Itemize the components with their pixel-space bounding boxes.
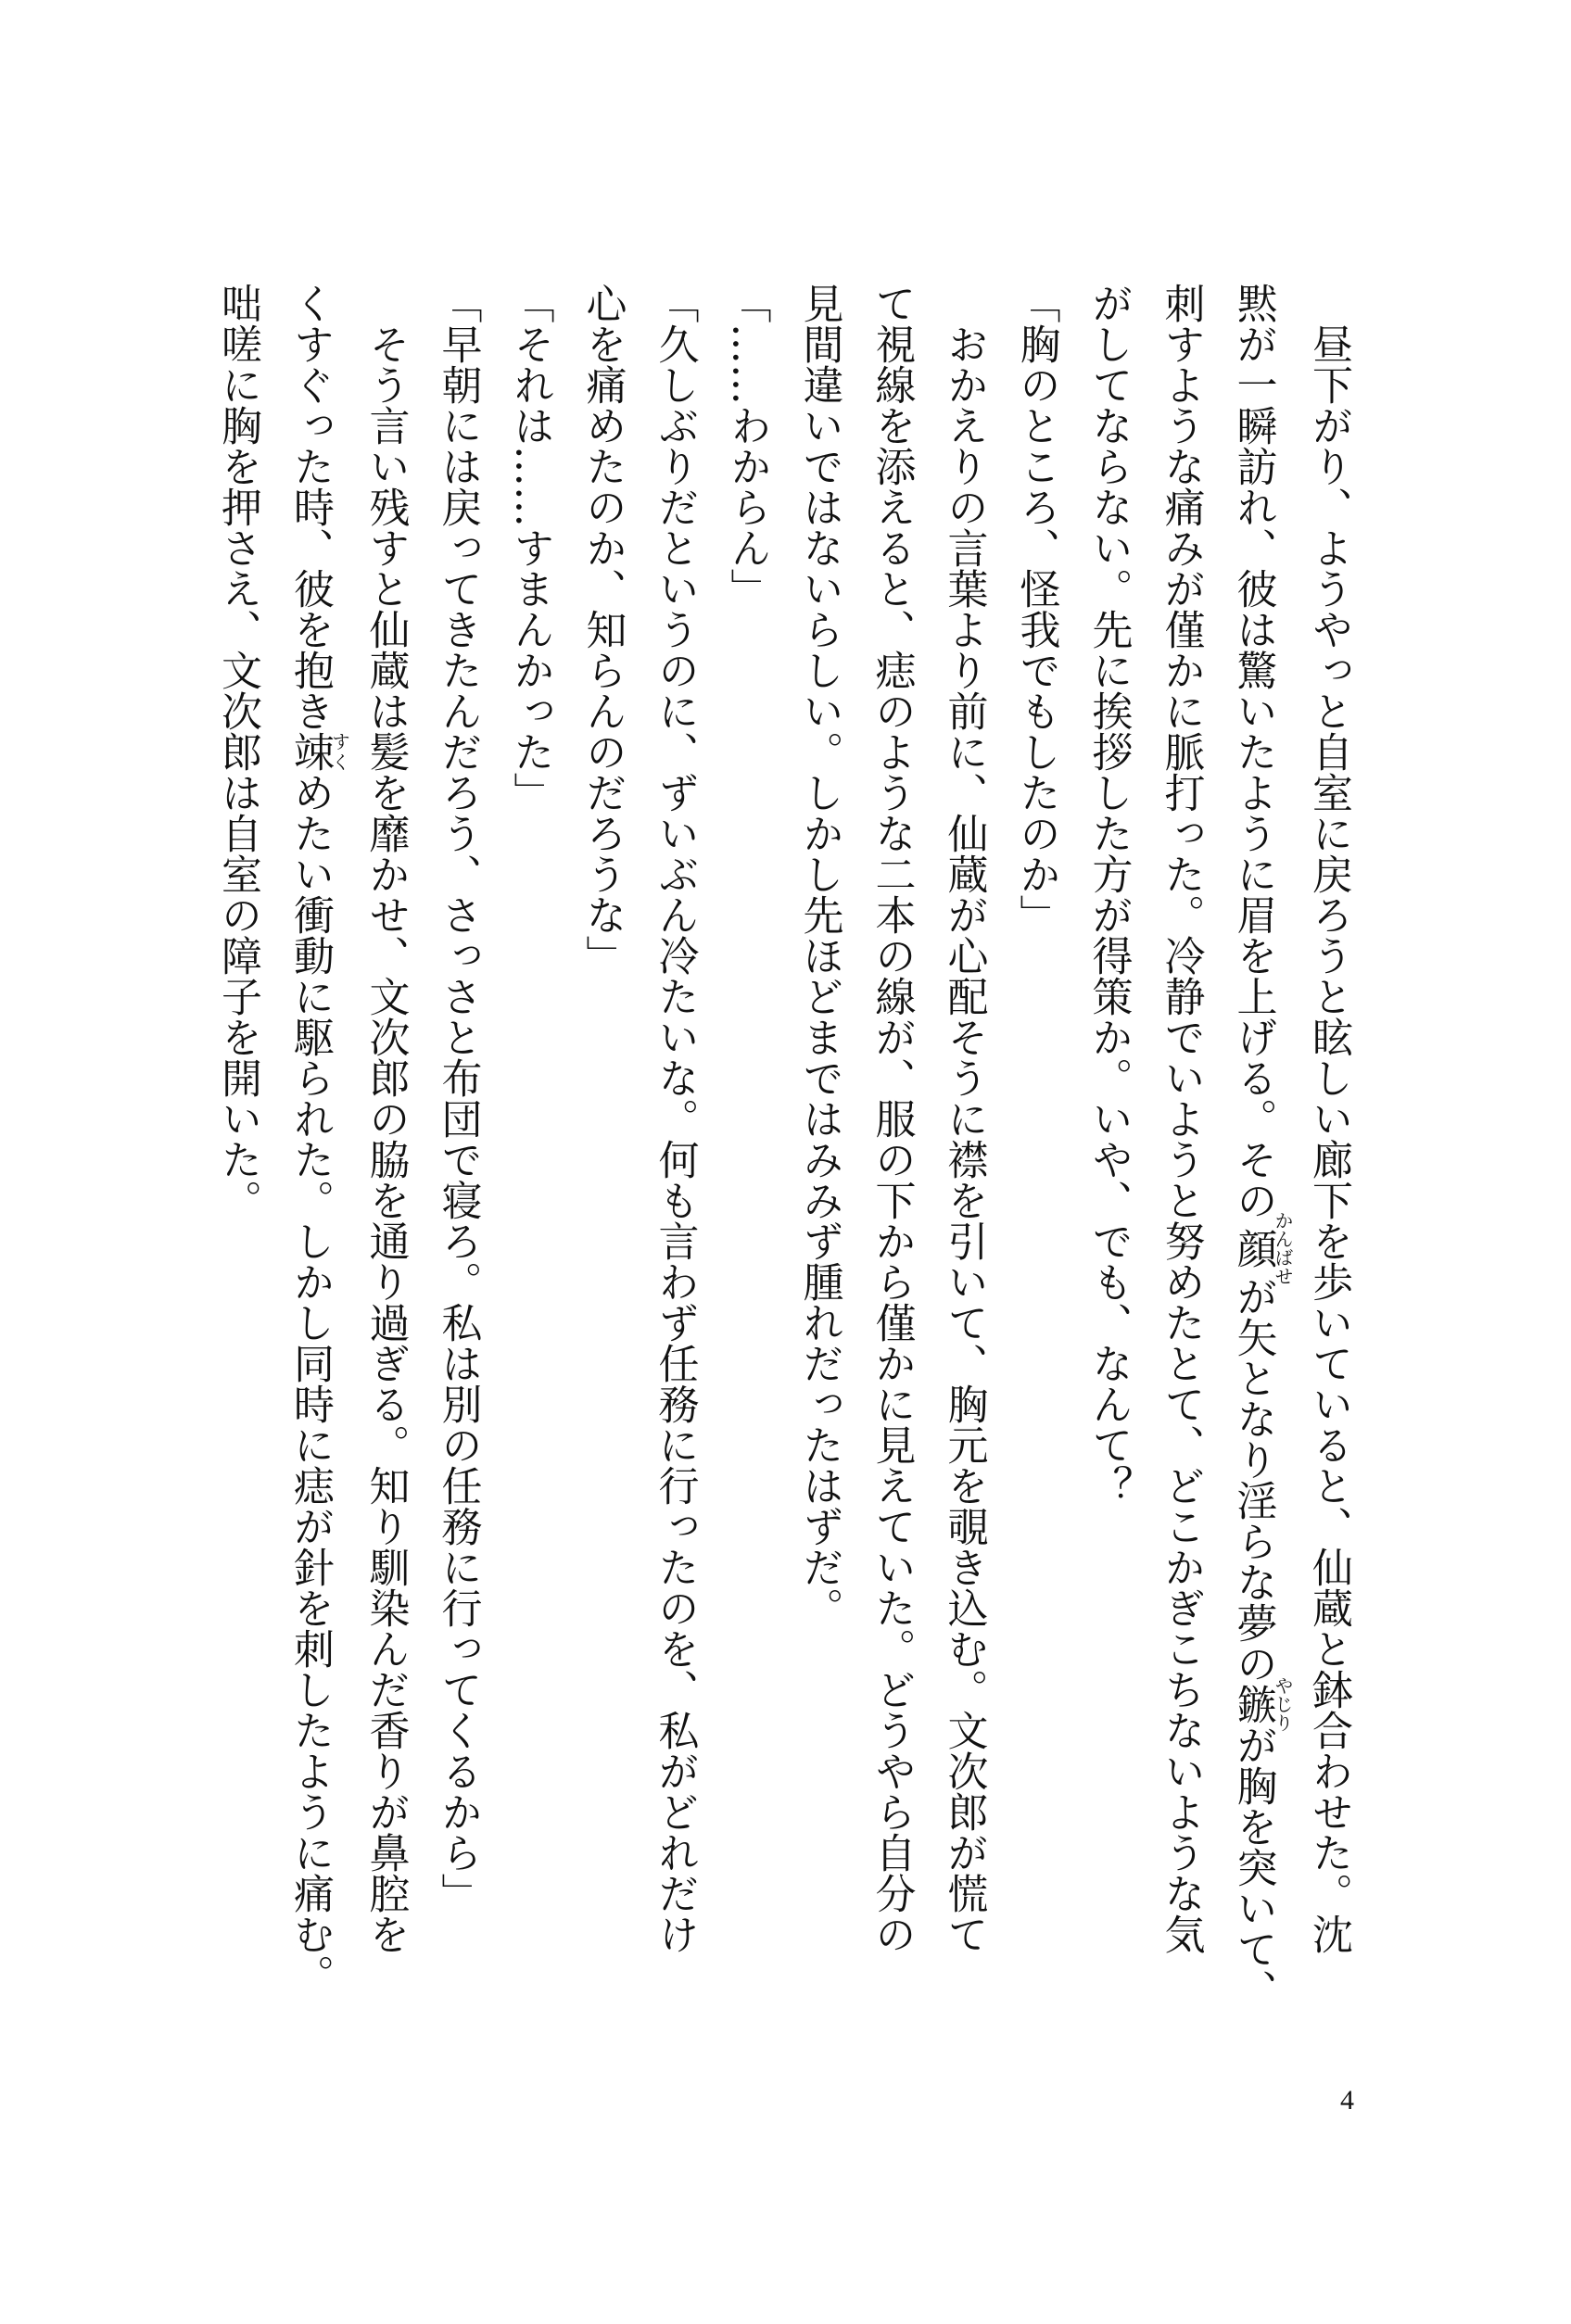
text-line	[566, 283, 639, 1969]
text-line	[1217, 283, 1294, 2010]
text-segment: 「早朝には戻ってきたんだろう、さっさと布団で寝ろ。私は別の任務に行ってくるから」	[434, 283, 482, 1914]
ruby-base: 鏃	[1229, 1676, 1277, 1732]
text-line	[349, 283, 422, 1969]
ruby-annotation	[1229, 1211, 1294, 1285]
text-line	[1072, 283, 1145, 1969]
text-segment: 「胸のところ、怪我でもしたのか」	[1012, 283, 1060, 935]
text-segment: くすぐった時、彼を抱き	[286, 283, 334, 731]
ruby-annotation	[1229, 1676, 1294, 1732]
text-segment: が胸を突いて、	[1229, 1724, 1277, 2010]
text-segment: て視線を添えると、痣のような二本の線が、服の下から僅かに見えていた。どうやら自分の	[868, 283, 916, 1954]
vertical-text-body	[208, 283, 1364, 2010]
text-segment: おかえりの言葉より前に、仙蔵が心配そうに襟を引いて、胸元を覗き込む。文次郎が慌て	[940, 283, 988, 1954]
ruby-annotation	[286, 731, 351, 772]
ruby-reading: かんばせ	[1272, 1211, 1294, 1285]
ruby-reading: すく	[328, 731, 351, 772]
text-line	[273, 283, 351, 1995]
text-line	[1000, 283, 1072, 1969]
text-segment: 刺すような痛みが僅かに脈打った。冷静でいようと努めたとて、どこかぎこちないような気	[1157, 283, 1205, 1954]
page-number: 4	[1340, 2085, 1354, 2116]
text-line	[1145, 283, 1217, 1969]
text-line	[855, 283, 928, 1969]
text-line	[639, 283, 711, 1969]
text-segment: めたい衝動に駆られた。しかし同時に痣が針を刺したように痛む。	[286, 772, 334, 1995]
text-segment: 「……わからん」	[723, 283, 771, 609]
ruby-reading: やじり	[1272, 1676, 1294, 1732]
text-segment: 昼下がり、ようやっと自室に戻ろうと眩しい廊下を歩いていると、仙蔵と鉢合わせた。沈	[1305, 283, 1352, 1954]
text-line	[494, 283, 566, 1969]
text-line	[1292, 283, 1364, 1969]
text-line	[422, 283, 494, 1969]
ruby-base: 竦	[286, 731, 334, 772]
text-segment: 「それは……すまんかった」	[506, 283, 554, 813]
text-line	[783, 283, 855, 1969]
text-segment: がしてならない。先に挨拶した方が得策か。いや、でも、なんて？	[1084, 283, 1133, 1506]
text-segment: が矢となり淫らな夢の	[1229, 1276, 1277, 1684]
text-segment: 咄嗟に胸を押さえ、文次郎は自室の障子を開いた。	[214, 283, 261, 1220]
text-segment: 「久しぶりだというのに、ずいぶん冷たいな。何も言わず任務に行ったのを、私がどれだけ	[651, 283, 699, 1954]
ruby-base: 顔	[1229, 1211, 1277, 1285]
text-line	[711, 283, 783, 1969]
text-segment: 心を痛めたのか、知らんのだろうな」	[578, 283, 627, 976]
text-line	[201, 283, 273, 1969]
text-segment: 黙が一瞬訪れ、彼は驚いたように眉を上げる。その	[1229, 283, 1277, 1220]
text-segment: 見間違いではないらしい。しかし先ほどまではみみず腫れだったはずだ。	[795, 283, 843, 1628]
text-segment: そう言い残すと仙蔵は髪を靡かせ、文次郎の脇を通り過ぎる。知り馴染んだ香りが鼻腔を	[361, 283, 410, 1954]
text-line	[928, 283, 1000, 1969]
